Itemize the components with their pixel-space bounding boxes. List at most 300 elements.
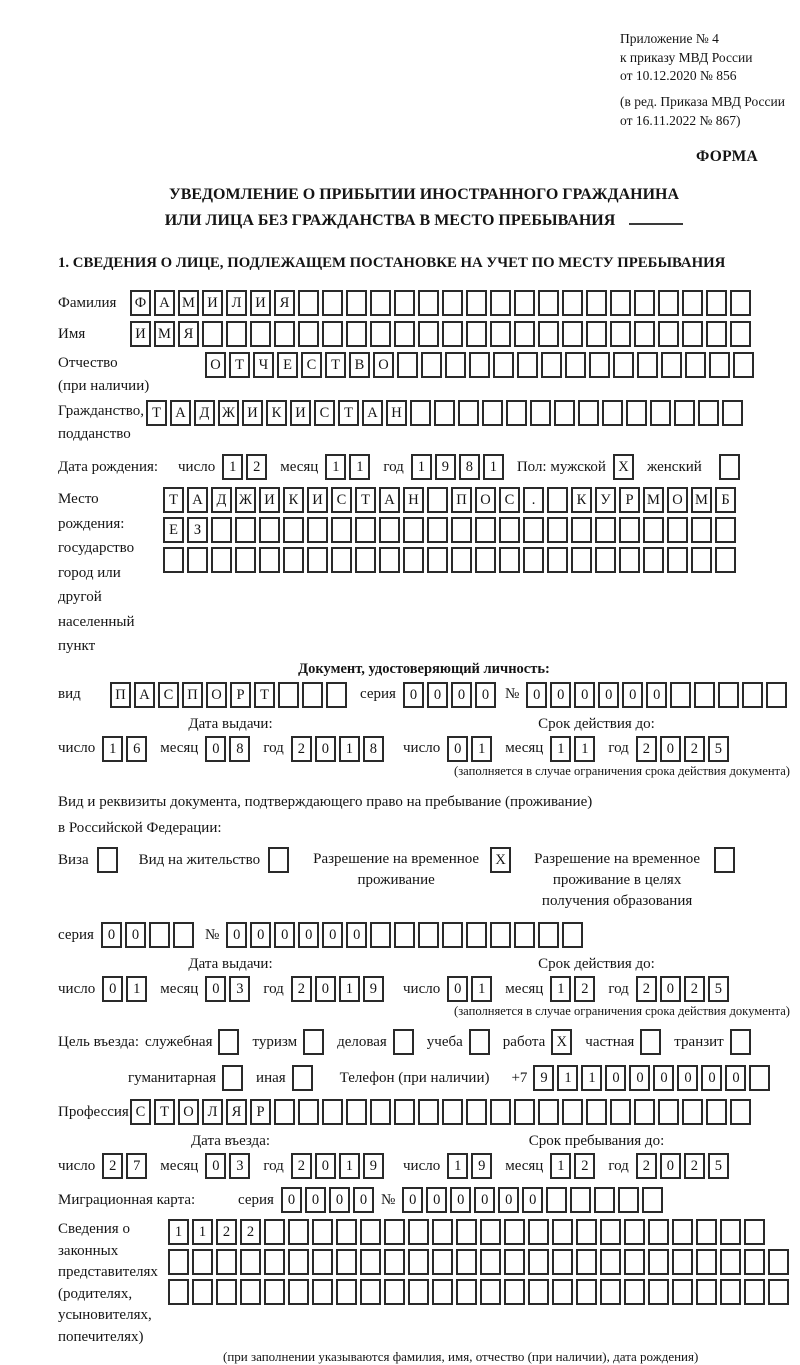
char-box[interactable] (696, 1279, 717, 1305)
char-box[interactable]: 1 (325, 454, 346, 480)
char-box[interactable] (384, 1219, 405, 1245)
char-box[interactable] (643, 547, 664, 573)
char-box[interactable] (370, 321, 391, 347)
char-box[interactable] (698, 400, 719, 426)
char-box[interactable] (528, 1279, 549, 1305)
char-box[interactable]: 0 (426, 1187, 447, 1213)
char-box[interactable]: Н (403, 487, 424, 513)
char-box[interactable] (674, 400, 695, 426)
char-box[interactable]: К (571, 487, 592, 513)
char-box[interactable]: 1 (222, 454, 243, 480)
char-box[interactable]: 1 (349, 454, 370, 480)
char-box[interactable] (346, 321, 367, 347)
char-box[interactable] (571, 517, 592, 543)
char-box[interactable] (370, 290, 391, 316)
char-box[interactable] (499, 547, 520, 573)
char-box[interactable]: 2 (291, 1153, 312, 1179)
char-box[interactable] (523, 547, 544, 573)
char-box[interactable]: 2 (574, 1153, 595, 1179)
char-box[interactable] (547, 547, 568, 573)
char-box[interactable]: 1 (411, 454, 432, 480)
char-box[interactable] (268, 847, 289, 873)
char-box[interactable] (648, 1219, 669, 1245)
char-box[interactable] (307, 547, 328, 573)
char-box[interactable]: 9 (435, 454, 456, 480)
char-box[interactable]: 9 (363, 976, 384, 1002)
char-box[interactable] (418, 290, 439, 316)
char-box[interactable]: 3 (229, 976, 250, 1002)
char-box[interactable] (480, 1249, 501, 1275)
char-box[interactable] (696, 1249, 717, 1275)
char-box[interactable] (742, 682, 763, 708)
char-box[interactable]: 2 (684, 976, 705, 1002)
char-box[interactable]: К (283, 487, 304, 513)
char-box[interactable]: 0 (660, 976, 681, 1002)
char-box[interactable] (504, 1219, 525, 1245)
char-box[interactable] (222, 1065, 243, 1091)
char-box[interactable]: 0 (522, 1187, 543, 1213)
char-box[interactable]: 0 (646, 682, 667, 708)
char-box[interactable]: 8 (229, 736, 250, 762)
char-box[interactable]: 0 (677, 1065, 698, 1091)
char-box[interactable] (312, 1219, 333, 1245)
char-box[interactable] (379, 547, 400, 573)
char-box[interactable] (634, 290, 655, 316)
char-box[interactable] (298, 290, 319, 316)
char-box[interactable] (718, 682, 739, 708)
char-box[interactable]: 0 (701, 1065, 722, 1091)
char-box[interactable]: 0 (305, 1187, 326, 1213)
char-box[interactable] (490, 1099, 511, 1125)
char-box[interactable] (547, 487, 568, 513)
char-box[interactable] (274, 1099, 295, 1125)
char-box[interactable] (562, 290, 583, 316)
char-box[interactable]: И (290, 400, 311, 426)
char-box[interactable]: Р (230, 682, 251, 708)
char-box[interactable] (586, 1099, 607, 1125)
char-box[interactable] (322, 321, 343, 347)
char-box[interactable] (283, 517, 304, 543)
char-box[interactable]: Т (163, 487, 184, 513)
char-box[interactable] (278, 682, 299, 708)
char-box[interactable] (600, 1279, 621, 1305)
char-box[interactable] (493, 352, 514, 378)
char-box[interactable] (360, 1279, 381, 1305)
char-box[interactable] (528, 1219, 549, 1245)
char-box[interactable] (720, 1219, 741, 1245)
char-box[interactable]: 0 (315, 1153, 336, 1179)
char-box[interactable]: 2 (246, 454, 267, 480)
char-box[interactable]: 1 (339, 976, 360, 1002)
char-box[interactable] (670, 682, 691, 708)
char-box[interactable] (427, 547, 448, 573)
char-box[interactable] (149, 922, 170, 948)
char-box[interactable]: В (349, 352, 370, 378)
char-box[interactable] (715, 517, 736, 543)
char-box[interactable] (706, 290, 727, 316)
char-box[interactable] (307, 517, 328, 543)
char-box[interactable]: 1 (574, 736, 595, 762)
char-box[interactable] (331, 517, 352, 543)
char-box[interactable] (650, 400, 671, 426)
char-box[interactable] (600, 1249, 621, 1275)
char-box[interactable] (730, 321, 751, 347)
char-box[interactable] (610, 321, 631, 347)
char-box[interactable] (517, 352, 538, 378)
char-box[interactable] (384, 1279, 405, 1305)
char-box[interactable]: Т (146, 400, 167, 426)
char-box[interactable]: И (242, 400, 263, 426)
char-box[interactable] (766, 682, 787, 708)
char-box[interactable] (370, 922, 391, 948)
char-box[interactable] (451, 547, 472, 573)
char-box[interactable] (514, 1099, 535, 1125)
char-box[interactable] (514, 922, 535, 948)
char-box[interactable] (226, 321, 247, 347)
char-box[interactable] (442, 922, 463, 948)
char-box[interactable] (259, 517, 280, 543)
char-box[interactable]: . (523, 487, 544, 513)
char-box[interactable] (451, 517, 472, 543)
char-box[interactable] (619, 547, 640, 573)
char-box[interactable] (192, 1279, 213, 1305)
char-box[interactable] (709, 352, 730, 378)
char-box[interactable] (490, 321, 511, 347)
char-box[interactable] (240, 1279, 261, 1305)
char-box[interactable]: Р (250, 1099, 271, 1125)
char-box[interactable]: А (362, 400, 383, 426)
char-box[interactable]: П (451, 487, 472, 513)
char-box[interactable]: 1 (550, 1153, 571, 1179)
char-box[interactable] (694, 682, 715, 708)
char-box[interactable]: А (170, 400, 191, 426)
char-box[interactable]: Ж (235, 487, 256, 513)
char-box[interactable] (216, 1249, 237, 1275)
char-box[interactable] (682, 1099, 703, 1125)
char-box[interactable] (370, 1099, 391, 1125)
char-box[interactable] (408, 1219, 429, 1245)
char-box[interactable]: 0 (498, 1187, 519, 1213)
char-box[interactable] (600, 1219, 621, 1245)
char-box[interactable]: 0 (447, 976, 468, 1002)
char-box[interactable] (264, 1219, 285, 1245)
char-box[interactable]: 1 (550, 976, 571, 1002)
char-box[interactable] (475, 547, 496, 573)
char-box[interactable] (250, 321, 271, 347)
char-box[interactable] (744, 1249, 765, 1275)
char-box[interactable] (613, 352, 634, 378)
char-box[interactable] (192, 1249, 213, 1275)
char-box[interactable] (432, 1219, 453, 1245)
char-box[interactable]: 2 (636, 1153, 657, 1179)
char-box[interactable] (733, 352, 754, 378)
char-box[interactable] (288, 1249, 309, 1275)
char-box[interactable] (469, 1029, 490, 1055)
char-box[interactable] (749, 1065, 770, 1091)
char-box[interactable]: 1 (339, 1153, 360, 1179)
char-box[interactable] (434, 400, 455, 426)
char-box[interactable]: 0 (474, 1187, 495, 1213)
char-box[interactable]: К (266, 400, 287, 426)
char-box[interactable]: 0 (329, 1187, 350, 1213)
char-box[interactable]: О (373, 352, 394, 378)
char-box[interactable] (346, 290, 367, 316)
char-box[interactable] (427, 487, 448, 513)
char-box[interactable] (594, 1187, 615, 1213)
char-box[interactable]: 0 (447, 736, 468, 762)
char-box[interactable] (576, 1279, 597, 1305)
char-box[interactable] (469, 352, 490, 378)
char-box[interactable]: 2 (574, 976, 595, 1002)
char-box[interactable] (240, 1249, 261, 1275)
char-box[interactable] (322, 1099, 343, 1125)
char-box[interactable] (360, 1219, 381, 1245)
char-box[interactable] (408, 1249, 429, 1275)
char-box[interactable] (624, 1279, 645, 1305)
char-box[interactable]: 1 (126, 976, 147, 1002)
char-box[interactable]: Ж (218, 400, 239, 426)
char-box[interactable] (211, 517, 232, 543)
char-box[interactable] (312, 1279, 333, 1305)
char-box[interactable]: 8 (363, 736, 384, 762)
char-box[interactable]: 0 (205, 736, 226, 762)
char-box[interactable] (97, 847, 118, 873)
char-box[interactable] (394, 1099, 415, 1125)
char-box[interactable]: X (490, 847, 511, 873)
char-box[interactable]: М (643, 487, 664, 513)
char-box[interactable] (730, 1099, 751, 1125)
char-box[interactable] (672, 1279, 693, 1305)
char-box[interactable] (672, 1219, 693, 1245)
char-box[interactable] (274, 321, 295, 347)
char-box[interactable] (642, 1187, 663, 1213)
char-box[interactable] (722, 400, 743, 426)
char-box[interactable]: 2 (102, 1153, 123, 1179)
char-box[interactable] (682, 321, 703, 347)
char-box[interactable]: Т (355, 487, 376, 513)
char-box[interactable] (730, 1029, 751, 1055)
char-box[interactable] (744, 1279, 765, 1305)
char-box[interactable] (490, 922, 511, 948)
char-box[interactable] (552, 1279, 573, 1305)
char-box[interactable]: Я (178, 321, 199, 347)
char-box[interactable]: М (154, 321, 175, 347)
char-box[interactable]: Т (254, 682, 275, 708)
char-box[interactable] (336, 1249, 357, 1275)
char-box[interactable]: 0 (101, 922, 122, 948)
char-box[interactable] (768, 1249, 789, 1275)
char-box[interactable] (562, 922, 583, 948)
char-box[interactable] (442, 290, 463, 316)
char-box[interactable] (259, 547, 280, 573)
char-box[interactable]: 5 (708, 976, 729, 1002)
char-box[interactable] (578, 400, 599, 426)
char-box[interactable] (667, 547, 688, 573)
char-box[interactable]: С (314, 400, 335, 426)
char-box[interactable]: И (130, 321, 151, 347)
char-box[interactable] (445, 352, 466, 378)
char-box[interactable]: 1 (581, 1065, 602, 1091)
char-box[interactable] (589, 352, 610, 378)
char-box[interactable] (667, 517, 688, 543)
char-box[interactable]: 0 (315, 976, 336, 1002)
char-box[interactable] (528, 1249, 549, 1275)
char-box[interactable] (562, 1099, 583, 1125)
char-box[interactable]: 5 (708, 1153, 729, 1179)
char-box[interactable] (570, 1187, 591, 1213)
char-box[interactable]: И (259, 487, 280, 513)
char-box[interactable] (595, 547, 616, 573)
char-box[interactable] (302, 682, 323, 708)
char-box[interactable]: 0 (205, 976, 226, 1002)
char-box[interactable] (410, 400, 431, 426)
char-box[interactable] (379, 517, 400, 543)
char-box[interactable] (720, 1249, 741, 1275)
char-box[interactable]: 0 (226, 922, 247, 948)
char-box[interactable] (576, 1249, 597, 1275)
char-box[interactable] (595, 517, 616, 543)
char-box[interactable]: 8 (459, 454, 480, 480)
char-box[interactable]: 2 (636, 976, 657, 1002)
char-box[interactable] (618, 1187, 639, 1213)
char-box[interactable] (562, 321, 583, 347)
char-box[interactable]: 1 (550, 736, 571, 762)
char-box[interactable] (538, 922, 559, 948)
char-box[interactable] (421, 352, 442, 378)
char-box[interactable] (610, 290, 631, 316)
char-box[interactable]: Е (277, 352, 298, 378)
char-box[interactable]: С (301, 352, 322, 378)
char-box[interactable]: 2 (291, 736, 312, 762)
char-box[interactable] (634, 1099, 655, 1125)
char-box[interactable] (288, 1219, 309, 1245)
char-box[interactable]: 1 (471, 736, 492, 762)
char-box[interactable] (682, 290, 703, 316)
char-box[interactable]: 0 (598, 682, 619, 708)
char-box[interactable]: Ч (253, 352, 274, 378)
char-box[interactable] (482, 400, 503, 426)
char-box[interactable]: Т (338, 400, 359, 426)
char-box[interactable]: 0 (653, 1065, 674, 1091)
char-box[interactable] (218, 1029, 239, 1055)
char-box[interactable] (432, 1279, 453, 1305)
char-box[interactable]: 0 (205, 1153, 226, 1179)
char-box[interactable]: Я (226, 1099, 247, 1125)
char-box[interactable]: О (178, 1099, 199, 1125)
char-box[interactable] (298, 1099, 319, 1125)
char-box[interactable] (637, 352, 658, 378)
char-box[interactable] (619, 517, 640, 543)
char-box[interactable]: 0 (450, 1187, 471, 1213)
char-box[interactable]: 0 (660, 1153, 681, 1179)
char-box[interactable] (418, 1099, 439, 1125)
char-box[interactable] (466, 290, 487, 316)
char-box[interactable]: 0 (125, 922, 146, 948)
char-box[interactable] (456, 1219, 477, 1245)
char-box[interactable]: 0 (346, 922, 367, 948)
char-box[interactable]: X (551, 1029, 572, 1055)
char-box[interactable]: 0 (403, 682, 424, 708)
char-box[interactable]: 9 (471, 1153, 492, 1179)
char-box[interactable] (552, 1219, 573, 1245)
char-box[interactable]: X (613, 454, 634, 480)
char-box[interactable] (456, 1279, 477, 1305)
char-box[interactable]: 0 (451, 682, 472, 708)
char-box[interactable]: 2 (240, 1219, 261, 1245)
char-box[interactable]: 7 (126, 1153, 147, 1179)
char-box[interactable] (403, 547, 424, 573)
char-box[interactable] (586, 321, 607, 347)
char-box[interactable] (466, 922, 487, 948)
char-box[interactable] (571, 547, 592, 573)
char-box[interactable] (235, 517, 256, 543)
char-box[interactable] (418, 321, 439, 347)
char-box[interactable] (672, 1249, 693, 1275)
char-box[interactable] (499, 517, 520, 543)
char-box[interactable] (432, 1249, 453, 1275)
char-box[interactable] (538, 321, 559, 347)
char-box[interactable] (403, 517, 424, 543)
char-box[interactable] (202, 321, 223, 347)
char-box[interactable] (768, 1279, 789, 1305)
char-box[interactable] (514, 290, 535, 316)
char-box[interactable] (326, 682, 347, 708)
char-box[interactable] (288, 1279, 309, 1305)
char-box[interactable] (298, 321, 319, 347)
char-box[interactable]: 0 (622, 682, 643, 708)
char-box[interactable]: Н (386, 400, 407, 426)
char-box[interactable]: 9 (363, 1153, 384, 1179)
char-box[interactable] (523, 517, 544, 543)
char-box[interactable]: 1 (483, 454, 504, 480)
char-box[interactable] (283, 547, 304, 573)
char-box[interactable] (546, 1187, 567, 1213)
char-box[interactable] (624, 1219, 645, 1245)
char-box[interactable] (418, 922, 439, 948)
char-box[interactable]: А (187, 487, 208, 513)
char-box[interactable] (168, 1279, 189, 1305)
char-box[interactable] (602, 400, 623, 426)
char-box[interactable]: 1 (102, 736, 123, 762)
char-box[interactable]: 0 (250, 922, 271, 948)
char-box[interactable] (331, 547, 352, 573)
char-box[interactable]: 0 (629, 1065, 650, 1091)
char-box[interactable]: Е (163, 517, 184, 543)
char-box[interactable]: О (205, 352, 226, 378)
char-box[interactable]: М (691, 487, 712, 513)
char-box[interactable]: Л (202, 1099, 223, 1125)
char-box[interactable] (691, 547, 712, 573)
char-box[interactable]: 0 (402, 1187, 423, 1213)
char-box[interactable] (442, 1099, 463, 1125)
char-box[interactable] (336, 1219, 357, 1245)
char-box[interactable] (626, 400, 647, 426)
char-box[interactable] (312, 1249, 333, 1275)
char-box[interactable] (706, 321, 727, 347)
char-box[interactable] (730, 290, 751, 316)
char-box[interactable]: 0 (322, 922, 343, 948)
char-box[interactable] (506, 400, 527, 426)
char-box[interactable] (408, 1279, 429, 1305)
char-box[interactable]: Т (325, 352, 346, 378)
char-box[interactable]: 2 (216, 1219, 237, 1245)
char-box[interactable] (466, 321, 487, 347)
char-box[interactable]: П (182, 682, 203, 708)
char-box[interactable] (360, 1249, 381, 1275)
char-box[interactable]: С (130, 1099, 151, 1125)
char-box[interactable] (538, 290, 559, 316)
char-box[interactable] (541, 352, 562, 378)
